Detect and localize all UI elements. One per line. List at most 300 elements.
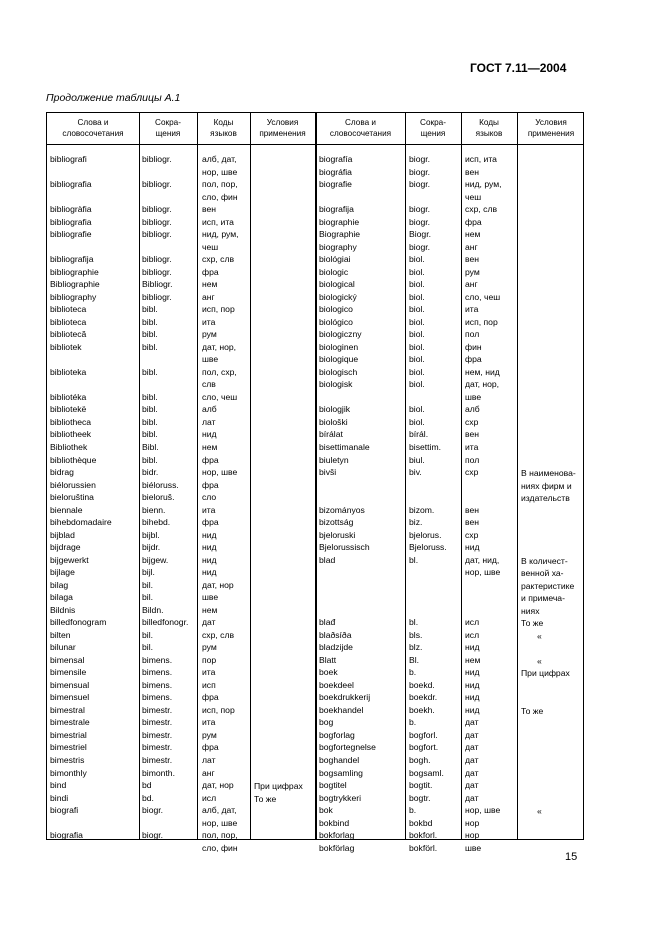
- right-condition-cell: То же: [521, 618, 544, 629]
- right-language-code-cell: сло, чеш: [465, 291, 501, 302]
- left-language-code-cell: шве: [202, 354, 219, 365]
- right-language-code-cell: нид: [465, 542, 480, 553]
- right-language-code-cell: вен: [465, 166, 479, 177]
- right-abbreviation-cell: bogh.: [409, 755, 431, 765]
- left-language-code-cell: нид: [202, 429, 217, 440]
- left-word-cell: bilten: [50, 629, 71, 640]
- right-word-cell: biography: [319, 241, 357, 252]
- right-language-code-cell: дат, нор,: [465, 379, 500, 390]
- right-language-code-cell: фра: [465, 354, 482, 365]
- right-word-cell: biologický: [319, 291, 357, 302]
- left-language-code-cell: шве: [202, 592, 219, 603]
- right-word-cell: biologisch: [319, 366, 358, 377]
- right-language-code-cell: вен: [465, 429, 479, 440]
- right-word-cell: boekdrukkerij: [319, 692, 371, 703]
- right-word-cell: bizottság: [319, 517, 354, 528]
- right-abbreviation-cell: bírál.: [409, 429, 429, 440]
- right-language-code-cell: нем, нид: [465, 366, 500, 377]
- left-language-code-cell: сло, фин: [202, 191, 238, 202]
- left-language-code-cell: сло, фин: [202, 842, 238, 853]
- left-word-cell: bimensual: [50, 679, 90, 690]
- right-word-cell: bizományos: [319, 504, 365, 515]
- left-language-code-cell: нор, шве: [202, 817, 238, 828]
- header-line: языков: [475, 129, 503, 138]
- left-word-cell: biblioteca: [50, 304, 87, 315]
- right-word-cell: biologisk: [319, 379, 353, 390]
- right-abbreviation-cell: b.: [409, 667, 417, 678]
- left-word-cell: billedfonogram: [50, 617, 107, 628]
- right-word-cell: biológico: [319, 316, 353, 327]
- right-word-cell: biuletyn: [319, 454, 349, 465]
- left-abbreviation-cell: bibliogr.: [142, 179, 172, 189]
- right-language-code-cell: нор, шве: [465, 567, 501, 578]
- left-language-code-cell: дат, нор,: [202, 341, 237, 352]
- header-language-codes: [197, 117, 250, 139]
- left-word-cell: bibliographie: [50, 266, 99, 277]
- right-language-code-cell: вен: [465, 504, 479, 515]
- left-abbreviation-cell: bibl.: [142, 316, 158, 327]
- right-condition-cell: При цифрах: [521, 668, 570, 679]
- left-word-cell: bimestral: [50, 704, 85, 715]
- left-abbreviation-cell: bibl.: [142, 329, 158, 340]
- left-word-cell: bimestrial: [50, 729, 87, 740]
- header-words-right: [316, 117, 405, 139]
- right-word-cell: biologjik: [319, 404, 351, 415]
- right-word-cell: biológiai: [319, 254, 351, 265]
- left-abbreviation-cell: bil.: [142, 642, 153, 653]
- left-language-code-cell: исп, пор: [202, 704, 235, 715]
- left-language-code-cell: исп: [202, 679, 216, 690]
- left-abbreviation-cell: bibl.: [142, 454, 158, 465]
- left-language-code-cell: нид: [202, 529, 217, 540]
- left-abbreviation-cell: bibl.: [142, 404, 158, 415]
- left-word-cell: biografia: [50, 830, 83, 841]
- left-word-cell: bibliography: [50, 291, 97, 302]
- right-condition-cell: и примеча-: [521, 593, 565, 604]
- left-word-cell: bibliografie: [50, 229, 92, 240]
- left-language-code-cell: пол, пор,: [202, 830, 238, 841]
- right-abbreviation-cell: bokbd: [409, 817, 433, 828]
- right-word-cell: bivši: [319, 467, 337, 477]
- left-language-code-cell: исл: [202, 792, 217, 803]
- left-word-cell: biblioteka: [50, 366, 87, 377]
- left-abbreviation-cell: bibliogr.: [142, 154, 172, 164]
- right-abbreviation-cell: biol.: [409, 279, 425, 290]
- right-language-code-cell: нор, шве: [465, 805, 501, 815]
- left-word-cell: Bibliographie: [50, 279, 100, 290]
- right-language-code-cell: нид: [465, 692, 480, 703]
- left-word-cell: bibliotheca: [50, 416, 92, 427]
- header-line: щения: [420, 129, 446, 138]
- left-abbreviation-cell: bimestr.: [142, 717, 173, 728]
- right-word-cell: boekhandel: [319, 704, 364, 715]
- right-language-code-cell: ита: [465, 442, 479, 452]
- left-language-code-cell: алб, дат,: [202, 805, 237, 815]
- left-word-cell: bimensile: [50, 667, 87, 678]
- right-language-code-cell: нид: [465, 704, 480, 715]
- left-language-code-cell: вен: [202, 204, 216, 215]
- right-language-code-cell: исп, ита: [465, 154, 497, 164]
- left-word-cell: bihebdomadaire: [50, 517, 112, 528]
- right-condition-cell: «: [537, 630, 542, 641]
- left-abbreviation-cell: bimestr.: [142, 704, 173, 715]
- column-divider-abbr-codes: [197, 113, 198, 839]
- right-language-code-cell: схр: [465, 416, 479, 427]
- right-condition-cell: «: [537, 806, 542, 816]
- header-conditions-right: [517, 117, 585, 139]
- right-abbreviation-cell: b.: [409, 717, 417, 728]
- right-abbreviation-cell: b.: [409, 805, 417, 815]
- left-language-code-cell: схр, слв: [202, 629, 235, 640]
- right-word-cell: biografie: [319, 179, 352, 189]
- right-language-code-cell: нид: [465, 667, 480, 678]
- left-language-code-cell: фра: [202, 692, 219, 703]
- right-language-code-cell: шве: [465, 391, 482, 402]
- right-abbreviation-cell: bls.: [409, 629, 423, 640]
- right-condition-cell: издательств: [521, 493, 570, 503]
- left-language-code-cell: фра: [202, 517, 219, 528]
- left-language-code-cell: схр, слв: [202, 254, 235, 265]
- left-condition-cell: То же: [254, 793, 277, 804]
- left-language-code-cell: анг: [202, 291, 215, 302]
- right-abbreviation-cell: biol.: [409, 266, 425, 277]
- right-abbreviation-cell: blz.: [409, 642, 423, 653]
- column-divider-codes-conditions: [250, 113, 251, 839]
- right-abbreviation-cell: Bjeloruss.: [409, 542, 447, 553]
- header-abbreviations: [139, 117, 197, 139]
- right-language-code-cell: нор: [465, 830, 480, 841]
- left-abbreviation-cell: bibl.: [142, 429, 158, 440]
- header-line: Условия: [535, 118, 567, 127]
- right-word-cell: biologique: [319, 354, 359, 365]
- left-abbreviation-cell: bil.: [142, 579, 153, 590]
- header-line: словосочетания: [329, 129, 392, 138]
- left-language-code-cell: алб: [202, 404, 217, 415]
- right-word-cell: bogfortegnelse: [319, 742, 376, 753]
- left-word-cell: bijdrage: [50, 542, 81, 553]
- right-abbreviation-cell: biol.: [409, 316, 425, 327]
- left-language-code-cell: фра: [202, 454, 219, 465]
- right-abbreviation-cell: boekd.: [409, 679, 435, 690]
- left-language-code-cell: слв: [202, 379, 216, 390]
- right-abbreviation-cell: bokforl.: [409, 830, 438, 841]
- right-language-code-cell: фин: [465, 341, 482, 352]
- right-abbreviation-cell: bokförl.: [409, 842, 438, 853]
- right-language-code-cell: дат: [465, 742, 479, 753]
- left-language-code-cell: алб, дат,: [202, 154, 237, 164]
- right-language-code-cell: пол: [465, 329, 480, 340]
- left-abbreviation-cell: Bibl.: [142, 442, 159, 452]
- right-abbreviation-cell: biol.: [409, 354, 425, 365]
- left-language-code-cell: рум: [202, 729, 217, 740]
- right-word-cell: biologic: [319, 266, 349, 277]
- right-abbreviation-cell: Bl.: [409, 654, 420, 665]
- left-language-code-cell: исп, пор: [202, 304, 235, 315]
- right-abbreviation-cell: Biogr.: [409, 229, 431, 240]
- right-word-cell: Biographie: [319, 229, 361, 240]
- left-word-cell: bimestris: [50, 755, 85, 765]
- left-language-code-cell: нид: [202, 567, 217, 578]
- left-language-code-cell: сло: [202, 492, 217, 502]
- left-abbreviation-cell: bidr.: [142, 467, 159, 477]
- right-word-cell: boghandel: [319, 755, 360, 765]
- right-language-code-cell: нид: [465, 642, 480, 653]
- right-word-cell: bokforlag: [319, 830, 355, 841]
- right-abbreviation-cell: bogsaml.: [409, 767, 444, 778]
- right-condition-cell: В наименова-: [521, 468, 576, 478]
- left-language-code-cell: дат: [202, 617, 216, 628]
- right-word-cell: bladzijde: [319, 642, 353, 653]
- column-divider-abbr-codes-right: [461, 113, 462, 839]
- left-abbreviation-cell: bibliogr.: [142, 229, 172, 240]
- right-abbreviation-cell: bjelorus.: [409, 529, 442, 540]
- left-abbreviation-cell: bimestr.: [142, 742, 173, 753]
- column-divider-words-abbr: [139, 113, 140, 839]
- right-language-code-cell: дат: [465, 729, 479, 740]
- right-condition-cell: венной ха-: [521, 568, 564, 579]
- left-language-code-cell: нем: [202, 442, 218, 452]
- left-abbreviation-cell: bimens.: [142, 667, 173, 678]
- header-line: Сокра-: [155, 118, 181, 127]
- left-language-code-cell: нем: [202, 279, 218, 290]
- right-language-code-cell: ита: [465, 304, 479, 315]
- left-language-code-cell: ита: [202, 504, 216, 515]
- right-abbreviation-cell: biv.: [409, 467, 422, 477]
- right-word-cell: bokbind: [319, 817, 350, 828]
- left-abbreviation-cell: bd.: [142, 792, 154, 803]
- page-number: 15: [565, 851, 578, 863]
- right-word-cell: bogtrykkeri: [319, 792, 362, 803]
- header-line: языков: [210, 129, 237, 138]
- column-divider-words-abbr-right: [405, 113, 406, 839]
- left-abbreviation-cell: bibl.: [142, 416, 158, 427]
- header-abbreviations-right: [405, 117, 461, 139]
- right-abbreviation-cell: biol.: [409, 254, 425, 265]
- right-language-code-cell: схр, слв: [465, 204, 498, 215]
- left-abbreviation-cell: bibl.: [142, 341, 158, 352]
- right-word-cell: bisettimanale: [319, 442, 370, 452]
- right-word-cell: biográfia: [319, 166, 352, 177]
- right-language-code-cell: схр: [465, 467, 479, 477]
- left-language-code-cell: рум: [202, 642, 217, 653]
- left-language-code-cell: нид: [202, 542, 217, 553]
- header-line: Слова и: [345, 118, 376, 127]
- right-language-code-cell: анг: [465, 279, 478, 290]
- right-word-cell: biographie: [319, 216, 360, 227]
- left-abbreviation-cell: bimonth.: [142, 767, 175, 778]
- right-language-code-cell: фра: [465, 216, 482, 227]
- header-line: словосочетания: [62, 129, 124, 138]
- left-word-cell: biennale: [50, 504, 83, 515]
- left-abbreviation-cell: Bildn.: [142, 604, 164, 615]
- header-conditions: [250, 117, 315, 139]
- left-word-cell: bibliografi: [50, 154, 87, 164]
- left-word-cell: biblioteca: [50, 316, 87, 327]
- left-abbreviation-cell: billedfonogr.: [142, 617, 189, 628]
- right-word-cell: bogforlag: [319, 729, 355, 740]
- left-language-code-cell: пол, схр,: [202, 366, 237, 377]
- left-language-code-cell: нид, рум,: [202, 229, 239, 240]
- left-word-cell: bilaga: [50, 592, 73, 603]
- right-condition-cell: «: [537, 655, 542, 666]
- right-word-cell: Blatt: [319, 654, 337, 665]
- right-word-cell: blaðsíða: [319, 629, 352, 640]
- right-abbreviation-cell: biogr.: [409, 216, 431, 227]
- right-language-code-cell: исл: [465, 629, 480, 640]
- left-word-cell: bieloruština: [50, 492, 94, 502]
- left-abbreviation-cell: bibl.: [142, 366, 158, 377]
- right-abbreviation-cell: biol.: [409, 291, 425, 302]
- left-word-cell: Bildnis: [50, 604, 76, 615]
- right-word-cell: bogsamling: [319, 767, 363, 778]
- right-word-cell: boek: [319, 667, 338, 678]
- right-word-cell: biological: [319, 279, 355, 290]
- header-words: [47, 117, 139, 139]
- left-abbreviation-cell: biogr.: [142, 830, 164, 841]
- header-line: применения: [527, 129, 575, 138]
- left-word-cell: bimestriel: [50, 742, 87, 753]
- right-word-cell: bok: [319, 805, 333, 815]
- left-abbreviation-cell: bil.: [142, 592, 153, 603]
- right-abbreviation-cell: bogfort.: [409, 742, 439, 753]
- left-language-code-cell: исп, ита: [202, 216, 234, 227]
- right-word-cell: biografía: [319, 154, 353, 164]
- header-line: применения: [259, 129, 306, 138]
- left-abbreviation-cell: bijdr.: [142, 542, 161, 553]
- left-language-code-cell: дат, нор: [202, 780, 234, 790]
- left-language-code-cell: нид: [202, 554, 217, 565]
- left-word-cell: bind: [50, 780, 67, 790]
- left-word-cell: biélorussien: [50, 479, 96, 490]
- left-abbreviation-cell: bimens.: [142, 679, 173, 690]
- right-word-cell: biologinen: [319, 341, 359, 352]
- left-language-code-cell: фра: [202, 266, 219, 277]
- left-word-cell: bibliografia: [50, 216, 92, 227]
- abbreviations-table: [46, 112, 584, 853]
- right-abbreviation-cell: biogr.: [409, 166, 431, 177]
- right-abbreviation-cell: bl.: [409, 617, 419, 628]
- right-language-code-cell: дат: [465, 755, 479, 765]
- left-abbreviation-cell: bijgew.: [142, 554, 169, 565]
- left-word-cell: bimensuel: [50, 692, 90, 703]
- right-word-cell: boekdeel: [319, 679, 354, 690]
- header-line: Условия: [266, 118, 299, 127]
- left-word-cell: bibliotecă: [50, 329, 87, 340]
- left-abbreviation-cell: bimens.: [142, 654, 173, 665]
- left-abbreviation-cell: bibliogr.: [142, 291, 172, 302]
- right-language-code-cell: дат: [465, 717, 479, 728]
- left-abbreviation-cell: bijbl.: [142, 529, 160, 540]
- left-word-cell: bijlage: [50, 567, 75, 578]
- left-word-cell: bimonthly: [50, 767, 87, 778]
- header-line: Слова и: [77, 118, 109, 127]
- right-language-code-cell: нем: [465, 229, 481, 240]
- left-language-code-cell: лат: [202, 416, 216, 427]
- right-abbreviation-cell: biol.: [409, 366, 425, 377]
- right-condition-cell: ниях: [521, 605, 540, 616]
- right-word-cell: bírálat: [319, 429, 343, 440]
- left-language-code-cell: пол, пор,: [202, 179, 238, 189]
- left-abbreviation-cell: bimestr.: [142, 729, 173, 740]
- left-language-code-cell: фра: [202, 479, 219, 490]
- right-abbreviation-cell: biogr.: [409, 154, 431, 164]
- right-language-code-cell: вен: [465, 517, 479, 528]
- left-abbreviation-cell: biéloruss.: [142, 479, 179, 490]
- left-language-code-cell: чеш: [202, 241, 219, 252]
- right-abbreviation-cell: biol.: [409, 329, 425, 340]
- right-abbreviation-cell: bizom.: [409, 504, 435, 515]
- header-language-codes-right: [461, 117, 517, 139]
- right-word-cell: blađ: [319, 617, 336, 628]
- left-abbreviation-cell: bibl.: [142, 304, 158, 315]
- header-line: Сокра-: [420, 118, 446, 127]
- right-language-code-cell: алб: [465, 404, 480, 415]
- left-word-cell: bidrag: [50, 467, 74, 477]
- right-language-code-cell: рум: [465, 266, 480, 277]
- right-language-code-cell: нем: [465, 654, 481, 665]
- left-abbreviation-cell: bihebd.: [142, 517, 171, 528]
- right-word-cell: Bjelorussisch: [319, 542, 370, 553]
- left-abbreviation-cell: Bibliogr.: [142, 279, 173, 290]
- header-line: Коды: [213, 118, 234, 127]
- right-word-cell: biološki: [319, 416, 348, 427]
- left-word-cell: biografi: [50, 805, 79, 815]
- right-condition-cell: рактеристике: [521, 580, 575, 591]
- right-condition-cell: ниях фирм и: [521, 480, 572, 491]
- left-language-code-cell: сло, чеш: [202, 391, 238, 402]
- right-abbreviation-cell: bogforl.: [409, 729, 438, 740]
- document-number: ГОСТ 7.11—2004: [470, 61, 567, 75]
- right-condition-cell: То же: [521, 705, 544, 716]
- table-caption: Продолжение таблицы А.1: [46, 92, 181, 104]
- left-word-cell: bibliografija: [50, 254, 94, 265]
- left-word-cell: bibliografia: [50, 179, 92, 189]
- left-abbreviation-cell: bil.: [142, 629, 153, 640]
- right-language-code-cell: чеш: [465, 191, 482, 202]
- left-abbreviation-cell: bibliogr.: [142, 216, 172, 227]
- right-language-code-cell: исп, пор: [465, 316, 498, 327]
- left-word-cell: bibliotek: [50, 341, 82, 352]
- right-abbreviation-cell: biol.: [409, 404, 425, 415]
- right-abbreviation-cell: biol.: [409, 416, 425, 427]
- right-word-cell: blad: [319, 554, 336, 565]
- right-abbreviation-cell: biol.: [409, 304, 425, 315]
- left-abbreviation-cell: bibliogr.: [142, 266, 172, 277]
- left-language-code-cell: ита: [202, 667, 216, 678]
- left-word-cell: bindi: [50, 792, 69, 803]
- right-language-code-cell: нор: [465, 817, 480, 828]
- left-abbreviation-cell: bieloruš.: [142, 492, 175, 502]
- left-language-code-cell: дат, нор: [202, 579, 234, 590]
- left-abbreviation-cell: bijl.: [142, 567, 155, 578]
- left-abbreviation-cell: biogr.: [142, 805, 164, 815]
- left-word-cell: bijblad: [50, 529, 75, 540]
- left-language-code-cell: фра: [202, 742, 219, 753]
- left-language-code-cell: нор, шве: [202, 467, 238, 477]
- right-word-cell: bog: [319, 717, 334, 728]
- right-abbreviation-cell: boekdr.: [409, 692, 438, 703]
- right-language-code-cell: схр: [465, 529, 479, 540]
- right-condition-cell: В количест-: [521, 555, 568, 566]
- right-abbreviation-cell: biogr.: [409, 204, 431, 215]
- left-language-code-cell: нем: [202, 604, 218, 615]
- left-abbreviation-cell: bibl.: [142, 391, 158, 402]
- left-word-cell: bimestrale: [50, 717, 90, 728]
- left-condition-cell: При цифрах: [254, 781, 303, 791]
- right-language-code-cell: нид: [465, 679, 480, 690]
- left-abbreviation-cell: bibliogr.: [142, 254, 172, 265]
- left-abbreviation-cell: bibliogr.: [142, 204, 172, 215]
